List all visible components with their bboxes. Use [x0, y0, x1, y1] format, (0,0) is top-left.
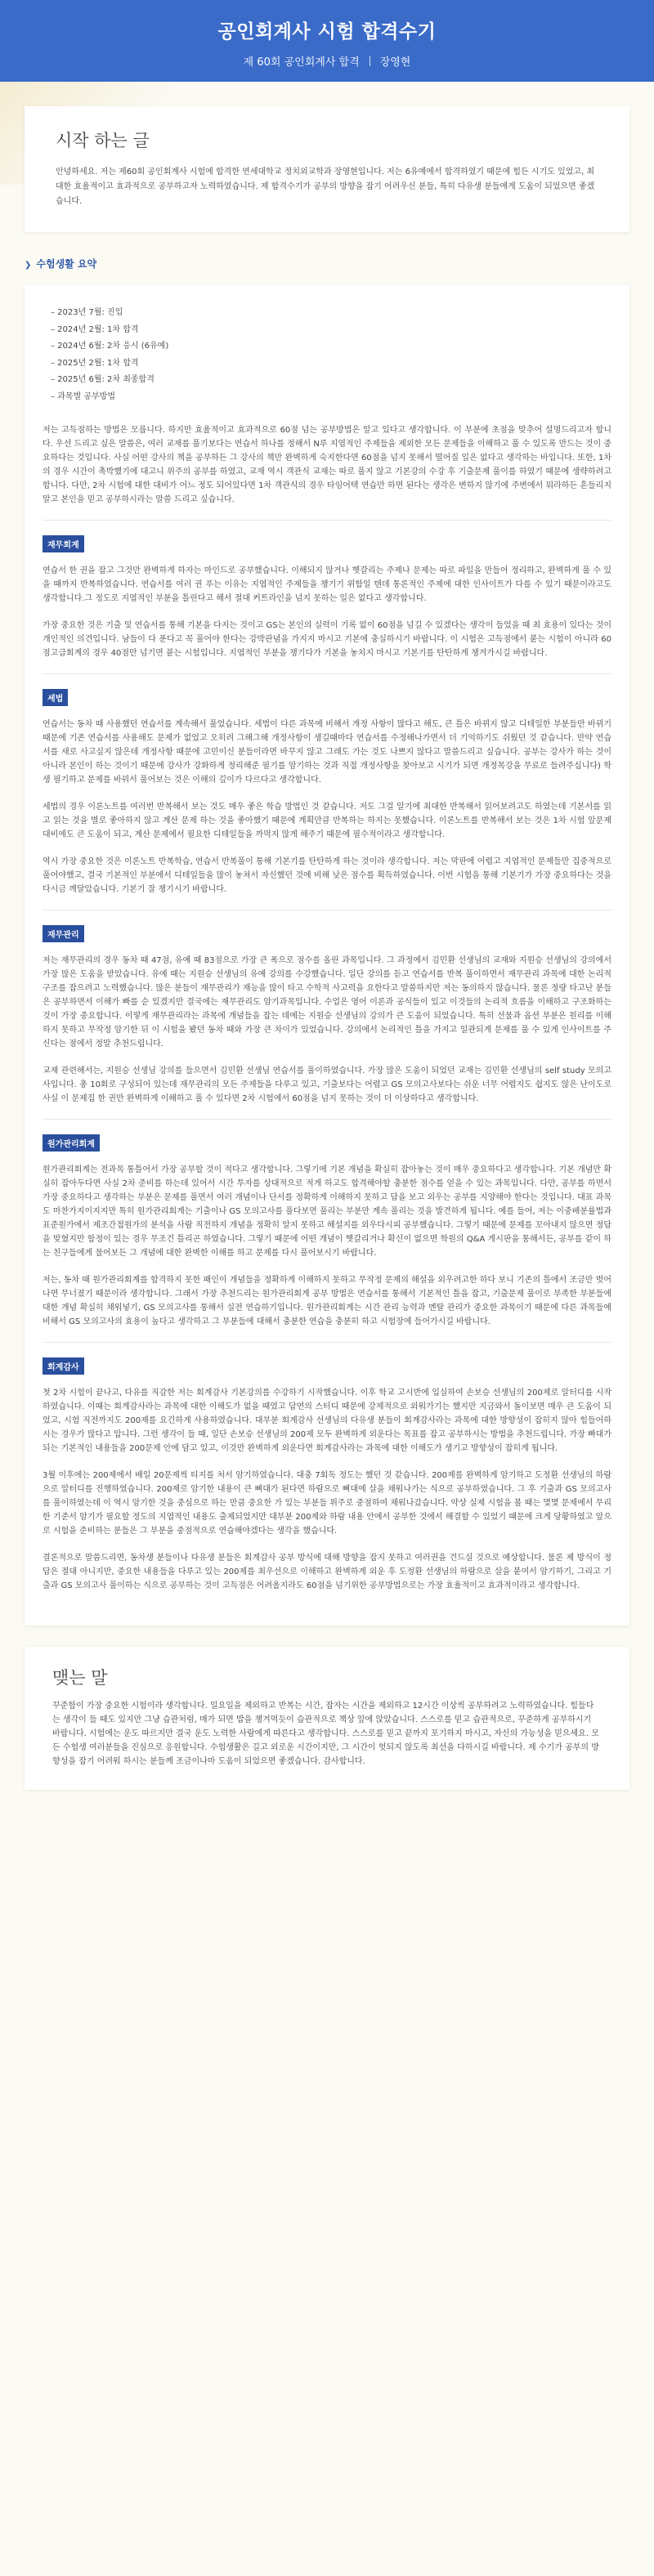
intro-body: 안녕하세요. 저는 제60회 공인회계사 시험에 합격한 연세대학교 정치외교학과 장영현입니다. 저는 6유예에서 합격하였기 때문에 힘든 시기도 있었고, 최대한 효율적이고 효과적으로 공부하고자 노력하였습니다. 제 합격수기가 공부의 방향을 잡기 어려우신 분들, 특히 다유생 분들에게 도움이 되었으면 좋겠습니다. — [56, 168, 595, 206]
general-paragraph: 저는 고득점하는 방법은 모릅니다. 하지만 효율적이고 효과적으로 60점 넘는 공부방법은 알고 있다고 생각합니다. 이 부분에 초점을 맞추어 설명드리고자 합니다. 우선 드리고 싶은 말씀은, 여러 교재를 풀기보다는 연습서 하나를 정해서 N루 지엽적인 주제들을 제외한 모든 문제들을 이해하고 풀 수 있도록 만드는 것이 중요하다는 것입니다. 사실 어떤 강사의 책을 공부하든 그 강사의 책만 완벽하게 숙지한다면 60점을 넘지 못해서 떨어질 일은 없다고 생각하는 바입니다. 또한, 1차의 경우 시간이 촉박했기에 대고니 위주의 공부를 하였고, 교재 역시 객관식 교재는 따로 풀지 않고 기본강의 수강 후 기출문제 풀이를 하였기 때문에 생략하려고 합니다. 다만, 2차 시험에 대한 대비가 어느 정도 되어있다면 1차 객관식의 경우 타임어택 연습만 하면 된다는 생각은 변하지 않기에 주변에서 뭐라하든 흔들리지 말고 본인을 믿고 공부하시라는 말씀 드리고 싶습니다. — [43, 426, 611, 504]
list-item: – 2023년 7월: 진입 — [51, 308, 123, 317]
divider — [43, 520, 611, 521]
hero-banner — [0, 0, 654, 82]
main-wrapper — [0, 257, 654, 1626]
list-item: – 2025년 6월: 2차 최종합격 — [51, 375, 155, 384]
intro-heading: 시작 하는 글 — [56, 131, 150, 150]
paragraph: 저는 재무관리의 경우 동차 때 47점, 유예 때 83점으로 가장 큰 폭으로 점수를 올린 과목입니다. 그 과정에서 김민환 선생님의 교재와 지원승 선생님의 강의에서 가장 많은 도움을 받았습니다. 유예 때는 지원승 선생님의 유예 강의를 수강했습니다. 일단 강의를 듣고 연습서를 반복 풀이하면서 재무관리 과목에 대한 논리적 구조를 잡으려고 노력했습니다. 많은 분들이 재무관리가 재능을 많이 타고 수학적 사고력을 요한다고 말씀하지만 저는 동의하지 않습니다. 물론 정량 타고난 분들은 공부하면서 이해가 빠를 순 있겠지만 결국에는 재무관리도 암기과목입니다. 수업은 영어 이론과 공식들이 있고 이것들의 논리적 흐름을 이해하고 구조화하는 것이 가장 중요합니다. 이렇게 재무관리라는 과목에 개념들을 잡는 데에는 지원승 선생님의 강의가 큰 도움이 되었습니다. 특히 선물과 옵션 부분은 원리를 이해하지 못하고 무작정 암기한 뒤 이 시험을 봤던 동차 때와 가장 큰 차이가 있었습니다. 강의에서 논리적인 틀을 가지고 일관되게 문제를 풀 수 있게 인사이트를 주신다는 점에서 정말 추천드립니다. — [43, 956, 611, 1049]
paragraph: 연습서는 동차 때 사용했던 연습서를 계속해서 풀었습니다. 세법이 다른 과목에 비해서 개정 사항이 많다고 해도, 큰 틀은 바뀌지 않고 디테일한 부분들만 바뀌기 때문에 기존 연습서를 사용해도 문제가 없었고 오히려 그해그해 개정사항이 생길때마다 연습서를 수정해나가면서 더 기억하기도 쉬웠던 것 같습니다. 만약 연습서를 새로 사고싶지 않은데 개정사항 때문에 고민이신 분들이라면 바꾸지 않고 그래도 가는 것도 나쁘지 않다고 말씀드리고 싶습니다. 공부는 강사가 하는 것이 아니라 본인이 하는 것이기 때문에 강사가 강화하게 정리해준 필기를 암기하는 것과 직접 개정사항을 찾아보고 시기가 되면 개정목강을 무료로 들려주십니다) 학생 필기하고 문제를 바꿔서 풀어보는 것은 이해의 깊이가 다르다고 생각합니다. — [43, 720, 611, 785]
chevron-right-icon: ❯ — [25, 261, 32, 270]
page-title: 공인회계사 시험 합격수기 — [217, 21, 437, 42]
divider — [43, 1342, 611, 1343]
outro-card — [25, 1647, 629, 1790]
paragraph: 역시 가장 중요한 것은 이론노트 반복학습, 연습서 반복풀이 통해 기본기를 탄탄하게 하는 것이라 생각합니다. 저는 막판에 어렵고 지엽적인 문제들만 집중적으로 풀어야했고, 결국 기본적인 부분에서 디테일들을 많이 놓쳐서 자신했던 것에 비해 낮은 점수를 획득하였습니다. 이번 시험을 통해 기본기가 가장 중요하다는 것을 다시금 깨달았습니다. 기본기 잘 챙기시기 바랍니다. — [43, 857, 611, 894]
paragraph: 저는, 동차 때 원가관리회계를 합격하지 못한 패인이 개념들을 정확하게 이해하지 못하고 무작정 문제의 해설을 외우려고한 하다 보니 기존의 틀에서 조금만 벗어나면 무너졌기 때문이라 생각합니다. 그래서 가장 추천드리는 원가관리회계 공부 방법은 연습서를 통해서 기본적인 틀을 잡고, 기출문제 풀이로 부족한 부분들에 대한 개념 확실히 채워넣기, GS 모의고사를 통해서 실전 연습하기입니다. 원가관리회계는 시간 관리 능력과 멘탈 관리가 중요한 과목이기 때문에 다른 과목들에 비해서 GS 모의고사의 효용이 높다고 생각하고 그 부분들에 대해서 충분한 연습을 충분히 하고 시험장에 들어가시길 바랍니다. — [43, 1276, 611, 1326]
divider — [43, 1119, 611, 1120]
subject-section — [43, 1351, 611, 1593]
paragraph: 가장 중요한 것은 기출 및 연습서를 통해 기본을 다지는 것이고 GS는 본인의 실력이 기록 없이 60점을 넘길 수 있겠다는 생각이 들었을 때 최 효용이 있다는 것이 개인적인 의견입니다. 남들이 다 푼다고 꼭 풀어야 한다는 강박관념을 가지지 마시고 기본에 충실하시기 바랍니다. 이 시험은 고득점에서 붙는 시험이 아니라 60점고급회계의 경우 40점만 넘기면 붙는 시험입니다. 지엽적인 부분을 챙기다가 기본을 놓치지 마시고 기본기를 탄탄하게 챙겨가시길 바랍니다. — [43, 621, 611, 658]
subtitle — [0, 53, 654, 69]
section-title-text: 수험생활 요약 — [36, 258, 97, 270]
paragraph: 세법의 경우 이론노트를 여러번 반복해서 보는 것도 매우 좋은 학습 방법인 것 같습니다. 저도 그걸 알기에 최대한 반복해서 읽어보려고도 하였는데 기본서를 읽고 읽는 것을 별로 좋아하지 않고 계산 문제 하는 것을 좋아했기 때문에 계획만큼 반복하는 하지는 못했습니다. 이론노트를 반복해서 보는 것은 1차 시험 앞문제 대비에도 큰 도움이 되고, 계산 문제에서 필요한 디테일들을 까먹지 않게 해주기 때문에 필수적이라고 생각합니다. — [43, 803, 611, 839]
subject-section — [43, 682, 611, 897]
outro-body: 꾸준함이 가장 중요한 시험이라 생각합니다. 일요일을 제외하고 반복는 시간, 잡자는 시간을 제외하고 12시간 이상씩 공부하려고 노력하였습니다. 힘들다는 생각이 들 때도 있지만 그냥 습관처럼, 매가 되면 밥을 챙겨먹듯이 습관적으로 책상 앞에 앉았습니다. 스스로를 믿고 습관적으로, 꾸준하게 공부하시기 바랍니다. 시험에는 운도 따르지만 결국 운도 노력한 사람에게 따른다고 생각합니다. 스스로를 믿고 끝까지 포기하지 마시고, 자신의 가능성을 믿으세요. 모든 수험생 여러분들을 진심으로 응원합니다. 수험생활은 길고 외로운 시간이지만, 그 시간이 헛되지 않도록 최선을 다하시길 바랍니다. 제 수기가 공부의 방향성을 잡기 어려워 하시는 분들께 조금이나마 도움이 되었으면 좋겠습니다. 감사합니다. — [52, 1702, 599, 1766]
subject-tag-financial-accounting: 재무회계 — [43, 535, 84, 552]
author-name: 장영현 — [379, 56, 411, 69]
divider — [43, 673, 611, 674]
subject-section — [43, 1128, 611, 1329]
list-item: – 과목별 공부방법 — [51, 391, 115, 401]
list-item: – 2024년 2월: 1차 합격 — [51, 324, 139, 334]
subject-section — [43, 919, 611, 1106]
paragraph: 교재 관련해서는, 지원승 선생님 강의를 들으면서 김민환 선생님 연습서를 풀이하였습니다. 가장 많은 도움이 되었던 교재는 김민환 선생님의 self study 모의고사입니다. 총 10회로 구성되어 있는데 재무관리의 모든 주제들을 다루고 있고, 기출보다는 어렵고 GS 모의고사보다는 쉬운 너무 어렵지도 쉽지도 않은 난이도로 사실 이 문제집 한 권만 완벽하게 이해하고 풀 수 있다면 2차 시험에서 60점을 넘지 못하는 것이 더 이상하다고 생각합니다. — [43, 1067, 611, 1103]
subject-tag-auditing: 회계감사 — [43, 1357, 84, 1375]
outro-heading: 맺는 말 — [52, 1668, 108, 1688]
exam-label: 제 60회 공인회계사 합격 — [243, 56, 360, 69]
list-item: – 2024년 6월: 2차 응시 (6유예) — [51, 342, 169, 351]
paragraph: 연습서 한 권을 잡고 그것만 완벽하게 하자는 마인드로 공부했습니다. 이해되지 않거나 헷갈리는 주제나 문제는 따로 파일을 만들어 정리하고, 완벽하게 풀 수 있을 때까지 반복하였습니다. 연습서를 여러 권 푸는 이유는 지엽적인 주제들을 챙기기 위함일 텐데 통론적인 주제에 대한 인사이트가 다를 수 있기 때문이라고도 생각합니다.그 정도로 지엽적인 부분을 틀린다고 해서 절대 커트라인을 넘지 못하는 일은 없다고 생각합니다. — [43, 566, 611, 603]
subject-tag-cost-accounting: 원가관리회계 — [43, 1134, 100, 1152]
timeline-list — [51, 305, 611, 405]
intro-card — [25, 106, 629, 232]
subject-tag-financial-management: 재무관리 — [43, 925, 84, 942]
paragraph: 원가관리회계는 전과목 통틀어서 가장 공부할 것이 적다고 생각합니다. 그렇기에 기본 개념을 확실히 잡아놓는 것이 매우 중요하다고 생각합니다. 기본 개념만 확실히 잡아두다면 사실 2차 준비를 하는데 있어서 시간 투자를 상대적으로 적게 하고도 합격해야할 충분한 점수를 얻을 수 있는 과목입니다. 다만, 공부를 하면서 가장 중요하다고 생각하는 부분은 문제를 풀면서 여러 개념이나 단서를 정확하게 이해하지 못하고 답을 보고 외우는 공부를 지양해야 한다는 것입니다. 대표 과목도 마찬가지이지지만 특히 원가관리회계는 기출이나 GS 모의고사를 풀다보면 풀리는 부분만 계속 풀리는 것을 발견하게 됩니다. 예를 들어, 저는 이중배분률법과 표준원가에서 제조간접원가의 분석을 사람 직전하지 개념을 정확히 알지 못하고 해설지를 외우다시피 공부했습니다. 그렇기 때문에 문제를 꼬아내지 않으면 정답을 맞혔지만 함정이 있는 경우 무조건 틀리곤 하였습니다. 그렇기 때문에 어떤 개념이 헷갈리거나 확신이 없으면 학원의 Q&A 게시판을 통해서든, 공부를 같이 하는 친구들에게 물어보든 그 개념에 대한 완벽한 이해를 하고 문제를 다시 풀어보시기 바랍니다. — [43, 1165, 611, 1258]
section-title — [25, 257, 654, 271]
paragraph: 결론적으로 말씀드리면, 동차생 분들이나 다유생 분들은 회계감사 공부 방식에 대해 방향을 잡지 못하고 여러권을 건드실 것으로 예상합니다. 물론 제 방식이 정답은 절대 아니지만, 중요한 내용들을 다루고 있는 200제를 최우선으로 이해하고 완벽하게 외운 후 도정환 선생님의 하람으로 살을 붙여서 암기하기, 그리고 기출과 GS 모의고사 풀이하는 식으로 공부하는 것이 고득점은 어려울지라도 60점을 넘기위한 공부방법으로는 가장 효율적이고 효과적이라고 생각합니다. — [43, 1554, 611, 1590]
main-card — [25, 285, 629, 1626]
paragraph: 3월 이후에는 200제에서 배일 20문제씩 티지를 처서 암기하였습니다. 대충 7회독 정도는 했던 것 같습니다. 200제를 완벽하게 암기하고 도정환 선생님의 하람으로 알터디를 진행하였습니다. 200제로 암기한 내용이 큰 뼈대가 된다면 하람으로 뼈대에 살을 채워나가는 식으로 공부하였습니다. 그 후 기출과 GS 모의고사를 풀이하였는데 이 역시 암기한 것을 중심으로 하는 만큼 중요한 가 있는 부분들 위주로 중점하여 채워나갔습니다. 약상 실제 시험을 볼 때는 몇몇 문제에서 무리한 기준서 암기가 필요할 정도의 지엽적인 내용도 출제되었지만 대부분 200제와 하람 내용 안에서 공부한 것에서 해결할 수 있었기 때문에 크게 당황하였고 앞으로 시험을 준비하는 분들은 그 부분을 중점적으로 연습해야겠다는 생각을 했습니다. — [43, 1471, 611, 1536]
list-item: – 2025년 2월: 1차 합격 — [51, 358, 139, 368]
subject-section — [43, 529, 611, 660]
subject-tag-tax-law: 세법 — [43, 689, 68, 706]
paragraph: 첫 2차 시험이 끝나고, 다유를 직감한 저는 회계감사 기본강의를 수강하기 시작했습니다. 이후 학교 고시반에 입실하여 손보승 선생님의 200제로 알터디를 시작하였습니다. 이때는 회계감사라는 과목에 대한 이해도가 없을 때였고 답연의 스터디 때문에 강제적으로 외워가기는 했지만 지금와서 돌이보면 매우 큰 도움이 되었고, 시험 직전까지도 200제를 요긴하게 사용하였습니다. 대부분 회계감사 선생님의 다유생 분들이 회계감사라는 과목에 대한 방향성이 잡히지 않아 힘들어하시는 경우가 많다고 압니다. 그런 생각이 들 때, 일단 손보승 선생님의 200제 모두 완벽하게 외운다는 목표를 잡고 공부하시는 방법을 추천드립니다. 가장 빠대가 되는 기본적인 내용들을 200문제 안에 담고 있고, 이것만 완벽하게 외운다면 회계감사라는 과목에 대한 이해도가 생기고 방향성이 잡히게 됩니다. — [43, 1389, 611, 1453]
